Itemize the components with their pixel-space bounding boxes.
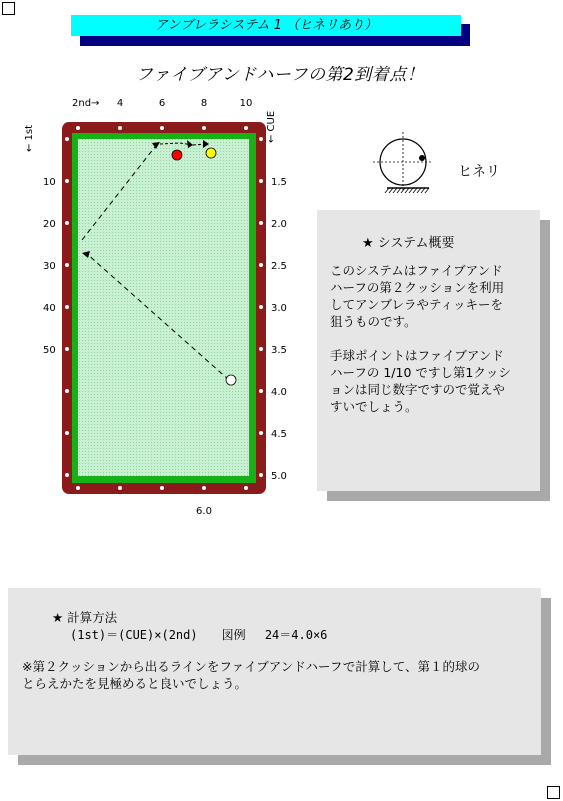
diamond-top-2	[160, 126, 164, 130]
diamond-top-3	[202, 126, 206, 130]
label-2nd: 2nd→	[72, 98, 100, 109]
cue-ball	[226, 375, 236, 385]
diamond-top-4	[244, 126, 248, 130]
system-body: このシステムはファイブアンド ハーフの第２クッションを利用 してアンブレラやティッキーを 狙うものです。 手球ポイントはファイブアンド ハーフの 1/10 ですし第1クッシ ョンは同じ数字ですので覚えや すいでしょう。	[330, 263, 511, 414]
label-top-4: 4	[116, 98, 124, 109]
calc-title: ★ 計算方法	[52, 610, 118, 625]
diamond-bottom-3	[202, 486, 206, 490]
diamond-right-7	[259, 431, 263, 435]
label-right-3.5: 3.5	[271, 345, 287, 356]
spin-point	[419, 155, 425, 161]
label-cue: ← CUE	[266, 110, 277, 143]
label-right-4.0: 4.0	[271, 387, 287, 398]
diamond-left-6	[65, 389, 69, 393]
diamond-bottom-2	[160, 486, 164, 490]
label-right-4.5: 4.5	[271, 429, 287, 440]
red-ball	[172, 150, 182, 160]
label-left-30: 30	[43, 261, 56, 272]
system-title: ★ システム概要	[362, 236, 455, 251]
label-1st: ← 1st	[24, 124, 35, 152]
diamond-left-0	[65, 137, 69, 141]
diamond-bottom-1	[118, 486, 122, 490]
calc-formula: (1st)＝(CUE)×(2nd) 図例 24＝4.0×6	[70, 628, 328, 642]
diamond-right-2	[259, 221, 263, 225]
label-left-40: 40	[43, 303, 56, 314]
diamond-left-7	[65, 431, 69, 435]
label-bottom-6.0: 6.0	[196, 506, 212, 517]
diamond-left-2	[65, 221, 69, 225]
diamond-top-0	[76, 126, 80, 130]
diamond-right-6	[259, 389, 263, 393]
spin-diagram	[365, 132, 445, 200]
diamond-left-5	[65, 347, 69, 351]
diamond-right-0	[259, 137, 263, 141]
label-right-3.0: 3.0	[271, 303, 287, 314]
calc-note: ※第２クッションから出るラインをファイブアンドハーフで計算して、第１的球の とらえかたを見極めると良いでしょう。	[22, 659, 480, 691]
diamond-top-1	[118, 126, 122, 130]
diamond-right-3	[259, 263, 263, 267]
label-left-10: 10	[43, 177, 56, 188]
diamond-bottom-4	[244, 486, 248, 490]
label-left-20: 20	[43, 219, 56, 230]
diamond-left-8	[65, 473, 69, 477]
label-right-2.0: 2.0	[271, 219, 287, 230]
label-top-8: 8	[200, 98, 208, 109]
diamond-right-1	[259, 179, 263, 183]
label-left-50: 50	[43, 345, 56, 356]
label-right-5.0: 5.0	[271, 471, 287, 482]
label-right-2.5: 2.5	[271, 261, 287, 272]
subtitle: ファイブアンドハーフの第2到着点！	[135, 65, 425, 85]
diamond-left-1	[65, 179, 69, 183]
diamond-right-4	[259, 305, 263, 309]
diamond-left-3	[65, 263, 69, 267]
label-top-6: 6	[158, 98, 166, 109]
diamond-left-4	[65, 305, 69, 309]
page-title: アンブレラシステム 1 （ヒネリあり）	[71, 15, 461, 36]
diamond-right-5	[259, 347, 263, 351]
spin-label: ヒネリ	[458, 164, 500, 180]
diamond-bottom-0	[76, 486, 80, 490]
table-felt	[78, 139, 249, 476]
label-top-10: 10	[239, 98, 253, 109]
yellow-ball	[206, 148, 216, 158]
diamond-right-8	[259, 473, 263, 477]
label-right-1.5: 1.5	[271, 177, 287, 188]
